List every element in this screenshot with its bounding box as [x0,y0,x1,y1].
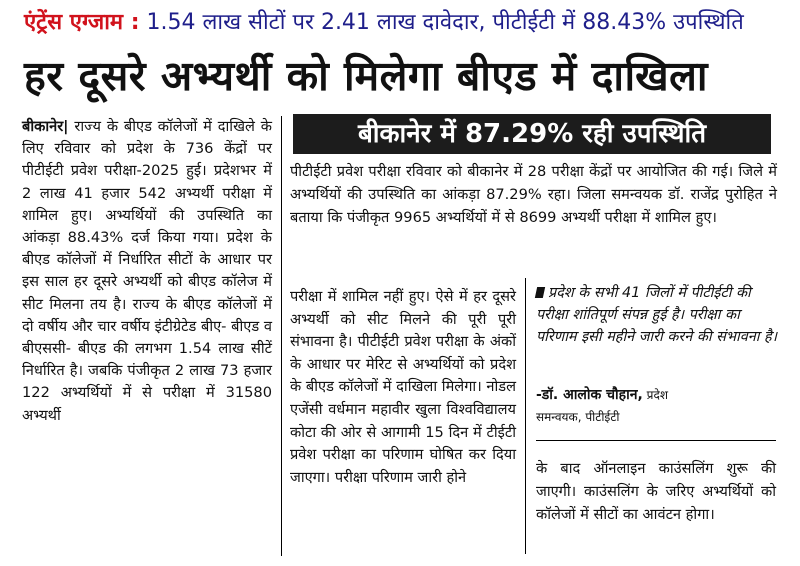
kicker-line [24,8,784,38]
quote-attribution [536,384,778,432]
kicker-label: एंट्रेंस एग्जाम : [24,10,140,35]
quote-author-title-2: समन्वयक, पीटीईटी [536,410,620,424]
dateline: बीकानेर| [22,118,69,135]
article-column-3 [536,458,776,558]
quote-marker-icon [535,287,545,298]
section-divider [536,440,776,441]
column-divider [525,278,526,554]
article-column-2 [290,286,516,556]
column-3-text: के बाद ऑनलाइन काउंसलिंग शुरू की जाएगी। काउंसलिंग के जरिए अभ्यर्थियों को कॉलेजों में सीटों का आवंटन होगा। [536,460,776,523]
column-2-text: परीक्षा में शामिल नहीं हुए। ऐसे में हर दूसरे अभ्यर्थी को सीट मिलने की पूरी पूरी संभावना है। पीटीईटी प्रवेश परीक्षा के अंकों के आधार पर मेरिट से अभ्यर्थियों को प्रदेश के बीएड कॉलेजों में दाखिला मिलेगा। नोडल एजेंसी वर्धमान महावीर खुला विश्वविद्यालय कोटा की ओर से आगामी 15 दिन में टीईटी प्रवेश परीक्षा का परिणाम घोषित कर दिया जाएगा। परीक्षा परिणाम जारी होने [290,288,516,486]
subhead-paragraph [290,160,777,270]
column-divider [281,116,282,556]
pull-quote-text: प्रदेश के सभी 41 जिलों में पीटीईटी की परीक्षा शांतिपूर्ण संपन्न हुई है। परीक्षा का परिणाम इसी महीने जारी करने की संभावना है। [536,285,778,345]
kicker-text: 1.54 लाख सीटों पर 2.41 लाख दावेदार, पीटीईटी में 88.43% उपस्थिति [139,10,744,35]
quote-author: -डॉ. आलोक चौहान, [536,387,643,403]
quote-author-title-1: प्रदेश [642,388,669,402]
article-column-1 [22,116,272,556]
headline: हर दूसरे अभ्यर्थी को मिलेगा बीएड में दाखिला [24,52,709,100]
subhead-paragraph-text: पीटीईटी प्रवेश परीक्षा रविवार को बीकानेर में 28 परीक्षा केंद्रों पर आयोजित की गई। जिले में अभ्यर्थियों की उपस्थिति का आंकड़ा 87.29% रहा। जिला समन्वयक डॉ. राजेंद्र पुरोहित ने बताया कि पंजीकृत 9965 अभ्यर्थियों में से 8699 अभ्यर्थी परीक्षा में शामिल हुए। [290,163,777,226]
pull-quote [536,282,778,392]
subheadline-banner: बीकानेर में 87.29% रही उपस्थिति [293,114,771,154]
column-1-text: राज्य के बीएड कॉलेजों में दाखिले के लिए रविवार को प्रदेश के 736 केंद्रों पर पीटीईटी प्रवेश परीक्षा-2025 हुई। प्रदेशभर में 2 लाख 41 हजार 542 अभ्यर्थी परीक्षा में शामिल हुए। अभ्यर्थियों की उपस्थिति का आंकड़ा 88.43% दर्ज किया गया। प्रदेश के बीएड कॉलेजों में निर्धारित सीटों के आधार पर इस साल हर दूसरे अभ्यर्थी को बीएड कॉलेज में सीट मिलना तय है। राज्य के बीएड कॉलेजों में दो वर्षीय और चार वर्षीय इंटीग्रेटेड बीए- बीएड व बीएससी- बीएड की लगभग 1.54 लाख सीटें निर्धारित है। जबकि पंजीकृत 2 लाख 73 हजार 122 अभ्यर्थियों में से परीक्षा में 31580 अभ्यर्थी [22,118,272,424]
